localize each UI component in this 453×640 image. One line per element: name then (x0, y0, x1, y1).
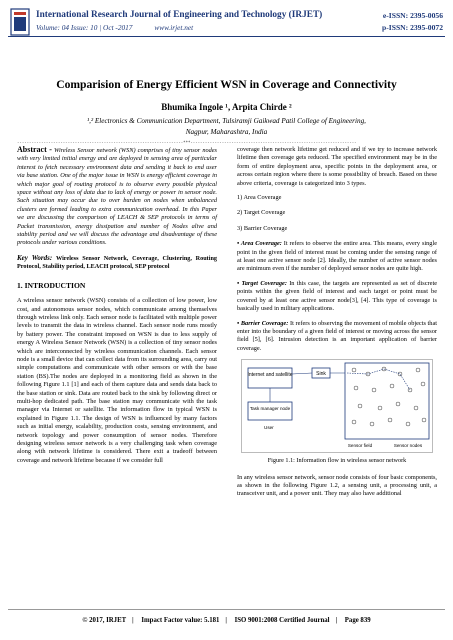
target-coverage-paragraph (237, 280, 437, 314)
sensor-node (390, 384, 394, 388)
affiliation-line-1: ¹,² Electronics & Communication Department, Tulsiramji Gaikwad Patil College of Engineering, (87, 117, 366, 125)
sensor-node (398, 372, 402, 376)
footer-page-number: Page 839 (344, 617, 371, 624)
journal-website: www.irjet.net (154, 23, 194, 32)
paper-authors: Bhumika Ingole ¹, Arpita Chirde ² (161, 102, 292, 112)
sensor-node (388, 418, 392, 422)
intro-paragraph: A wireless sensor network (WSN) consists of a collection of low power, low cost, and autonomous sensor nodes, which communicate among themselves through wireless link only. Each sensor node is facilitated with multiple power levels to transmit the data in wireless channel. Each sensor node runs mostly by battery power. The constraint imposed on WSN is due to less supply of energy A Wireless Sensor Network (WSN) is a collection of tiny sensor nodes which are interconnected by wireless communication channels. Each sensor node is a small device that can collect data from its surrounding area, carry out simple computations and communicate with other sensors or with the base station (BS).The nodes are deployed in a monitoring field as shown in the following Figure 1.1 [1] and each of them capture data and sends data back to the base station or sink. Data are routed back to the sink by following direct or multi-hop dedicated path. The base station may communicate with the task manager via Internet or satellite. The information flow in typical WSN is explained in Figure 1.1. The design of WSN is influenced by many factors such as initial energy, scalability, production costs, sensing environment, and network topology and power consumption of sensor nodes. Therefore designing wireless sensor network is a very challenging task when coverage along with network lifetime is considered. There exit a tradeoff between coverage and network lifetime because if we consider full (17, 297, 217, 464)
header-divider (8, 36, 445, 37)
abstract (17, 146, 217, 248)
task-manager-label: Task manager node (249, 406, 291, 412)
coverage-type-2: 2) Target Coverage (237, 209, 286, 217)
sensor-node (406, 422, 410, 426)
area-coverage-text: It refers to observe the entire area. This means, every single point in the given field of interest must be coming under the sensing range of at least one active sensor node [2]. Ideally, the number of active sensor nodes are minimum even if the number of deployed sensor nodes are quite high. (237, 240, 437, 273)
right-column (237, 146, 437, 505)
footer-impact-factor: Impact Factor value: 5.181 (141, 617, 220, 624)
sensor-node (378, 406, 382, 410)
p-issn: p-ISSN: 2395-0072 (382, 23, 443, 32)
internet-box (248, 368, 292, 388)
sensor-node (416, 368, 420, 372)
irjet-logo (10, 8, 30, 36)
intro-heading: 1. INTRODUCTION (17, 280, 86, 290)
user-label: User (264, 425, 274, 431)
footer-divider (8, 609, 445, 610)
internet-sink-link (292, 373, 312, 374)
keywords-text: Wireless Sensor Network, Coverage, Clustering, Routing Protocol, Stability period, LEACH protocol, SEP protocol (17, 254, 217, 271)
journal-volume (36, 23, 193, 32)
barrier-coverage-text: It refers to observing the movement of mobile objects that enter into the boundary of a given field of interest or moving across the sensor field [5], [6]. Intrusion detection is an important application of barrier coverage. (237, 319, 437, 352)
footer-iso: ISO 9001:2008 Certified Journal (234, 617, 330, 624)
section-separator: ---------------------------------------------------------------------***--------------------------------------------------------------------- (17, 140, 357, 145)
keywords-label: Key Words: (17, 253, 53, 262)
volume-issue: Volume: 04 Issue: 10 | Oct -2017 (36, 23, 133, 32)
sensor-node (414, 406, 418, 410)
left-column (17, 146, 217, 471)
sensor-node (396, 402, 400, 406)
e-issn: e-ISSN: 2395-0056 (382, 11, 443, 20)
sensor-node (354, 386, 358, 390)
wsn-figure (241, 359, 433, 453)
barrier-coverage-term: • Barrier Coverage: (237, 319, 289, 327)
page-footer: © 2017, IRJET | Impact Factor value: 5.181 | ISO 9001:2008 Certified Journal | Page 839 (82, 617, 371, 624)
internet-label: Internet and satellite (247, 372, 293, 379)
sensor-node (370, 422, 374, 426)
sensor-node (352, 368, 356, 372)
sensor-node (372, 388, 376, 392)
sensor-node (352, 420, 356, 424)
footer-copyright: © 2017, IRJET (82, 617, 127, 624)
author-affiliation (60, 116, 393, 138)
components-paragraph: In any wireless sensor network, sensor node consists of four basic components, as shown in the following Figure 1.2, a sensing unit, a processing unit, a transceiver unit, and a power unit. They may also have additional (237, 473, 437, 498)
journal-name: International Research Journal of Engineering and Technology (IRJET) (36, 10, 323, 20)
sensor-node (421, 382, 425, 386)
target-coverage-term: • Target Coverage: (237, 279, 287, 287)
figure-caption: Figure 1.1: Information flow in wireless sensor network (267, 457, 407, 465)
coverage-paragraph: coverage then network lifetime get reduced and if we try to increase network lifetime then coverage gets reduced. The specified environment may be in the form of entire deployment area, specific points in the deployment area, or across certain region where there is some possibility of breach. Based on these above criteria, coverage is categorized into 3 types. (237, 146, 437, 187)
coverage-type-1: 1) Area Coverage (237, 194, 282, 202)
abstract-text: Wireless Sensor network (WSN) comprises of tiny sensor nodes with very limited initial energy and are deployed in sensing area of particular interest to fetch necessary environment data and sending it back to end user via base station. One of the major issue in WSN is energy efficient coverage in which major goal of routing protocol is to observe every possible physical space without any loss of data due to lack of energy or power in sensor node. Such situation may occur due to over burden on nodes when unbalanced clusters are formed leading to extra communication overhead. In this Paper we are discussing the comparison of LEACH & SEP protocols in terms of Packet transmission, energy dissipation and number of Nodes alive and stability period and we will discuss the advantage and disadvantage of these protocols under various conditions. (17, 147, 218, 247)
barrier-coverage-paragraph (237, 320, 437, 354)
task-manager-box (248, 402, 292, 420)
journal-header (8, 6, 445, 46)
wsn-diagram (242, 360, 432, 452)
sensor-field-box (345, 363, 429, 439)
sensor-node (358, 404, 362, 408)
area-coverage-paragraph (237, 240, 437, 274)
keywords (17, 254, 217, 272)
coverage-type-3: 3) Barrier Coverage (237, 224, 288, 232)
affiliation-line-2: Nagpur, Maharashtra, India (185, 128, 268, 136)
sensor-field-label: Sensor field (347, 443, 373, 449)
abstract-label: Abstract - (17, 145, 52, 154)
target-coverage-text: In this case, the targets are represented as set of discrete points within the given field of interest and each target or point must be covered by at least one active sensor node[3], [4]. This type of coverage is basically used in military applications. (237, 279, 437, 313)
area-coverage-term: • Area Coverage: (237, 240, 282, 248)
sink-label: Sink (316, 371, 326, 378)
sensor-nodes-label: Sensor nodes (393, 443, 423, 449)
sensor-node (422, 418, 426, 422)
paper-title: Comparision of Energy Efficient WSN in Coverage and Connectivity (56, 78, 397, 91)
